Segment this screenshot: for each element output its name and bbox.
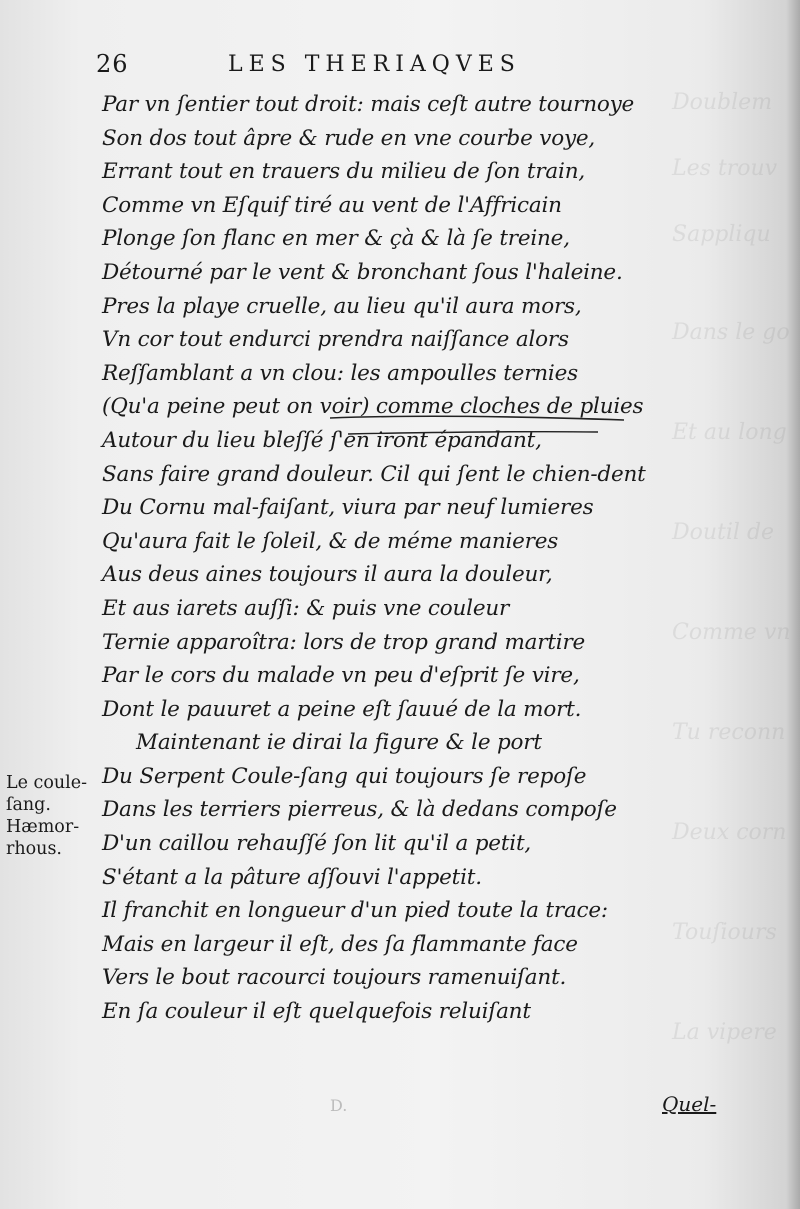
verse-line: Comme vn Eſquif tiré au vent de l'Affricain bbox=[102, 192, 562, 218]
verse-line: Qu'aura fait le ſoleil, & de méme manieres bbox=[102, 528, 559, 554]
catchword: Quel- bbox=[662, 1092, 717, 1116]
verse-line: Par vn ſentier tout droit: mais ceſt autre tournoye bbox=[102, 92, 635, 117]
verse-line: Autour du lieu bleſſé ſ'en iront épandant, bbox=[102, 427, 542, 453]
verse-line: Et aus iarets auſſi: & puis vne couleur bbox=[102, 595, 510, 621]
margin-note-line: rhous. bbox=[6, 839, 62, 859]
verse-line: Errant tout en trauers du milieu de ſon train, bbox=[102, 159, 586, 185]
verse-line: Vers le bout racourci toujours ramenuiſant. bbox=[102, 965, 567, 991]
margin-note-line: ſang. bbox=[6, 795, 51, 815]
running-title: LES THERIAQVES bbox=[228, 52, 521, 77]
page-header bbox=[96, 50, 656, 84]
verse-line: Maintenant ie dirai la figure & le port bbox=[136, 730, 542, 756]
verse-line: En ſa couleur il eſt quelquefois reluiſant bbox=[102, 999, 531, 1025]
verse-line: Son dos tout âpre & rude en vne courbe voye, bbox=[102, 125, 596, 151]
verse-line: (Qu'a peine peut on voir) comme cloches de pluies bbox=[102, 394, 644, 420]
verse-line: Plonge ſon flanc en mer & çà & là ſe treine, bbox=[102, 226, 570, 252]
margin-note-line: Le coule- bbox=[6, 773, 88, 793]
verse-line: Ternie apparoîtra: lors de trop grand martire bbox=[102, 629, 586, 655]
verse-line: Dans les terriers pierreus, & là dedans compoſe bbox=[102, 797, 617, 823]
verse-block bbox=[102, 88, 662, 1029]
verse-line: Par le cors du malade vn peu d'eſprit ſe vire, bbox=[102, 663, 580, 689]
verse-line: Pres la playe cruelle, au lieu qu'il aura mors, bbox=[102, 293, 582, 319]
verse-line: Dont le pauuret a peine eſt ſauué de la mort. bbox=[102, 696, 582, 722]
margin-note bbox=[6, 772, 96, 860]
show-through-text: Doublem Les trouv Sappliqu Dans le go Et au long Doutil de Comme vn Tu reconn Deux corn Touſiours La vipere bbox=[672, 90, 791, 1045]
verse-line: Mais en largeur il eſt, des ſa flammante face bbox=[102, 931, 578, 957]
verse-line: Il franchit en longueur d'un pied toute la trace: bbox=[102, 898, 608, 924]
verse-line: Vn cor tout endurci prendra naiſſance alors bbox=[102, 327, 569, 353]
page-edge-shadow bbox=[786, 0, 800, 1209]
verse-line: D'un caillou rehauſſé ſon lit qu'il a petit, bbox=[102, 831, 532, 857]
verse-line: Aus deus aines toujours il aura la douleur, bbox=[102, 562, 553, 588]
verse-line: Détourné par le vent & bronchant ſous l'haleine. bbox=[102, 259, 623, 285]
verse-line: Sans faire grand douleur. Cil qui ſent le chien-dent bbox=[102, 461, 646, 487]
page-number: 26 bbox=[96, 50, 129, 78]
verse-line: Reſſamblant a vn clou: les ampoulles ternies bbox=[102, 360, 578, 386]
margin-note-line: Hæmor- bbox=[6, 817, 80, 837]
verse-line: Du Serpent Coule-ſang qui toujours ſe repoſe bbox=[102, 763, 587, 789]
verse-line: Du Cornu mal-faiſant, viura par neuf lumieres bbox=[102, 495, 594, 521]
signature-mark: D. bbox=[330, 1096, 348, 1115]
verse-line: S'étant a la pâture aſſouvi l'appetit. bbox=[102, 864, 482, 890]
